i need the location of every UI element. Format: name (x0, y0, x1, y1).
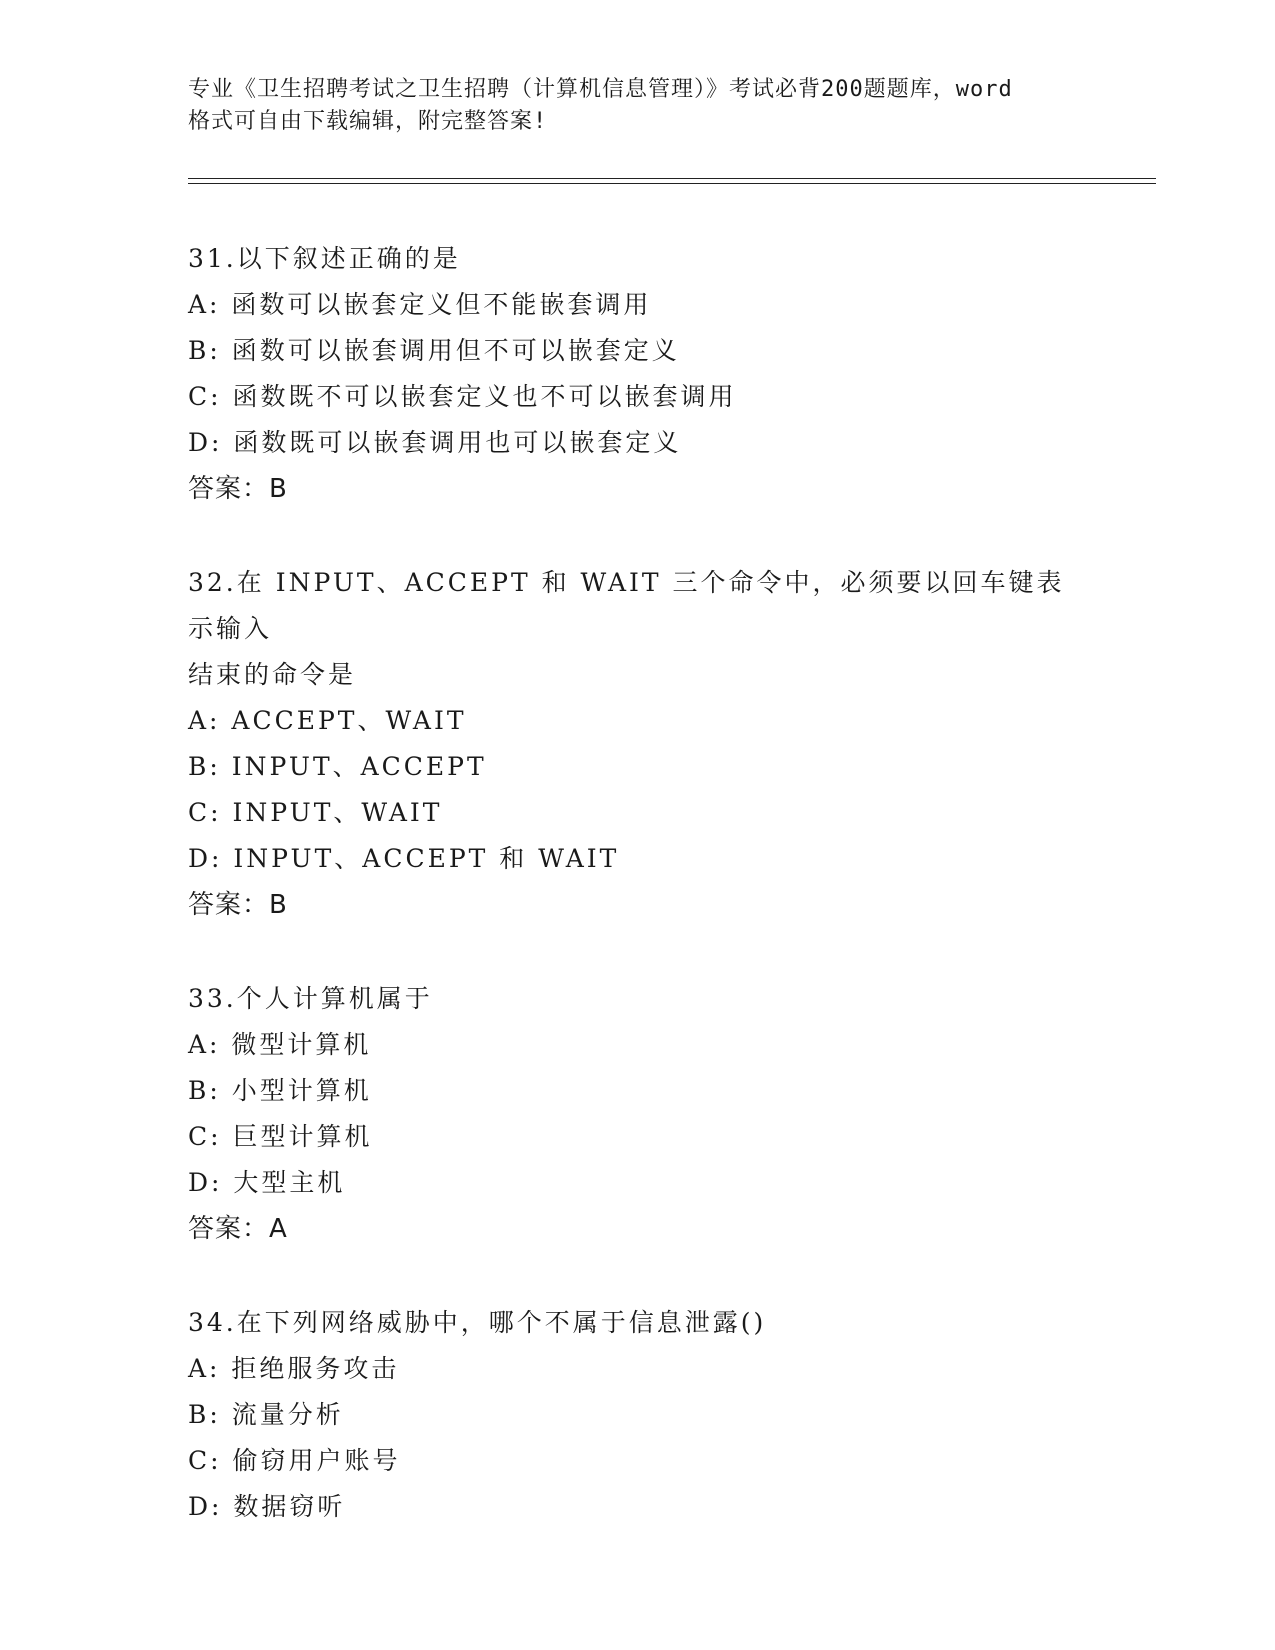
document-header (188, 74, 1108, 138)
question-34 (188, 1300, 1088, 1530)
question-text: 32.在 INPUT、ACCEPT 和 WAIT 三个命令中，必须要以回车键表示输入 (188, 568, 1065, 643)
header-divider-bottom (188, 183, 1156, 184)
option-c: C: 偷窃用户账号 (188, 1446, 401, 1475)
question-text-continued: 结束的命令是 (188, 660, 357, 689)
question-text: 34.在下列网络威胁中，哪个不属于信息泄露() (188, 1308, 767, 1337)
question-text: 33.个人计算机属于 (188, 984, 433, 1013)
option-c: C: INPUT、WAIT (188, 798, 443, 827)
answer-line: 答案：B (188, 890, 288, 920)
option-a: A: 微型计算机 (188, 1030, 372, 1059)
option-d: D: 函数既可以嵌套调用也可以嵌套定义 (188, 428, 682, 457)
option-c: C: 函数既不可以嵌套定义也不可以嵌套调用 (188, 382, 737, 411)
question-list (188, 236, 1088, 1578)
option-b: B: 流量分析 (188, 1400, 344, 1429)
option-c: C: 巨型计算机 (188, 1122, 373, 1151)
option-b: B: 小型计算机 (188, 1076, 372, 1105)
option-d: D: 大型主机 (188, 1168, 346, 1197)
option-a: A: ACCEPT、WAIT (188, 706, 467, 735)
option-b: B: 函数可以嵌套调用但不可以嵌套定义 (188, 336, 680, 365)
question-31 (188, 236, 1088, 512)
header-line-2: 格式可自由下载编辑，附完整答案! (188, 109, 548, 134)
option-a: A: 函数可以嵌套定义但不能嵌套调用 (188, 290, 652, 319)
option-d: D: 数据窃听 (188, 1492, 346, 1521)
option-b: B: INPUT、ACCEPT (188, 752, 487, 781)
option-a: A: 拒绝服务攻击 (188, 1354, 400, 1383)
header-line-1: 专业《卫生招聘考试之卫生招聘（计算机信息管理）》考试必背200题题库，word (188, 77, 1013, 102)
question-33 (188, 976, 1088, 1252)
header-divider-top (188, 178, 1156, 179)
answer-line: 答案：B (188, 474, 288, 504)
question-text: 31.以下叙述正确的是 (188, 244, 461, 273)
answer-line: 答案：A (188, 1214, 288, 1244)
option-d: D: INPUT、ACCEPT 和 WAIT (188, 844, 620, 873)
question-32 (188, 560, 1088, 928)
